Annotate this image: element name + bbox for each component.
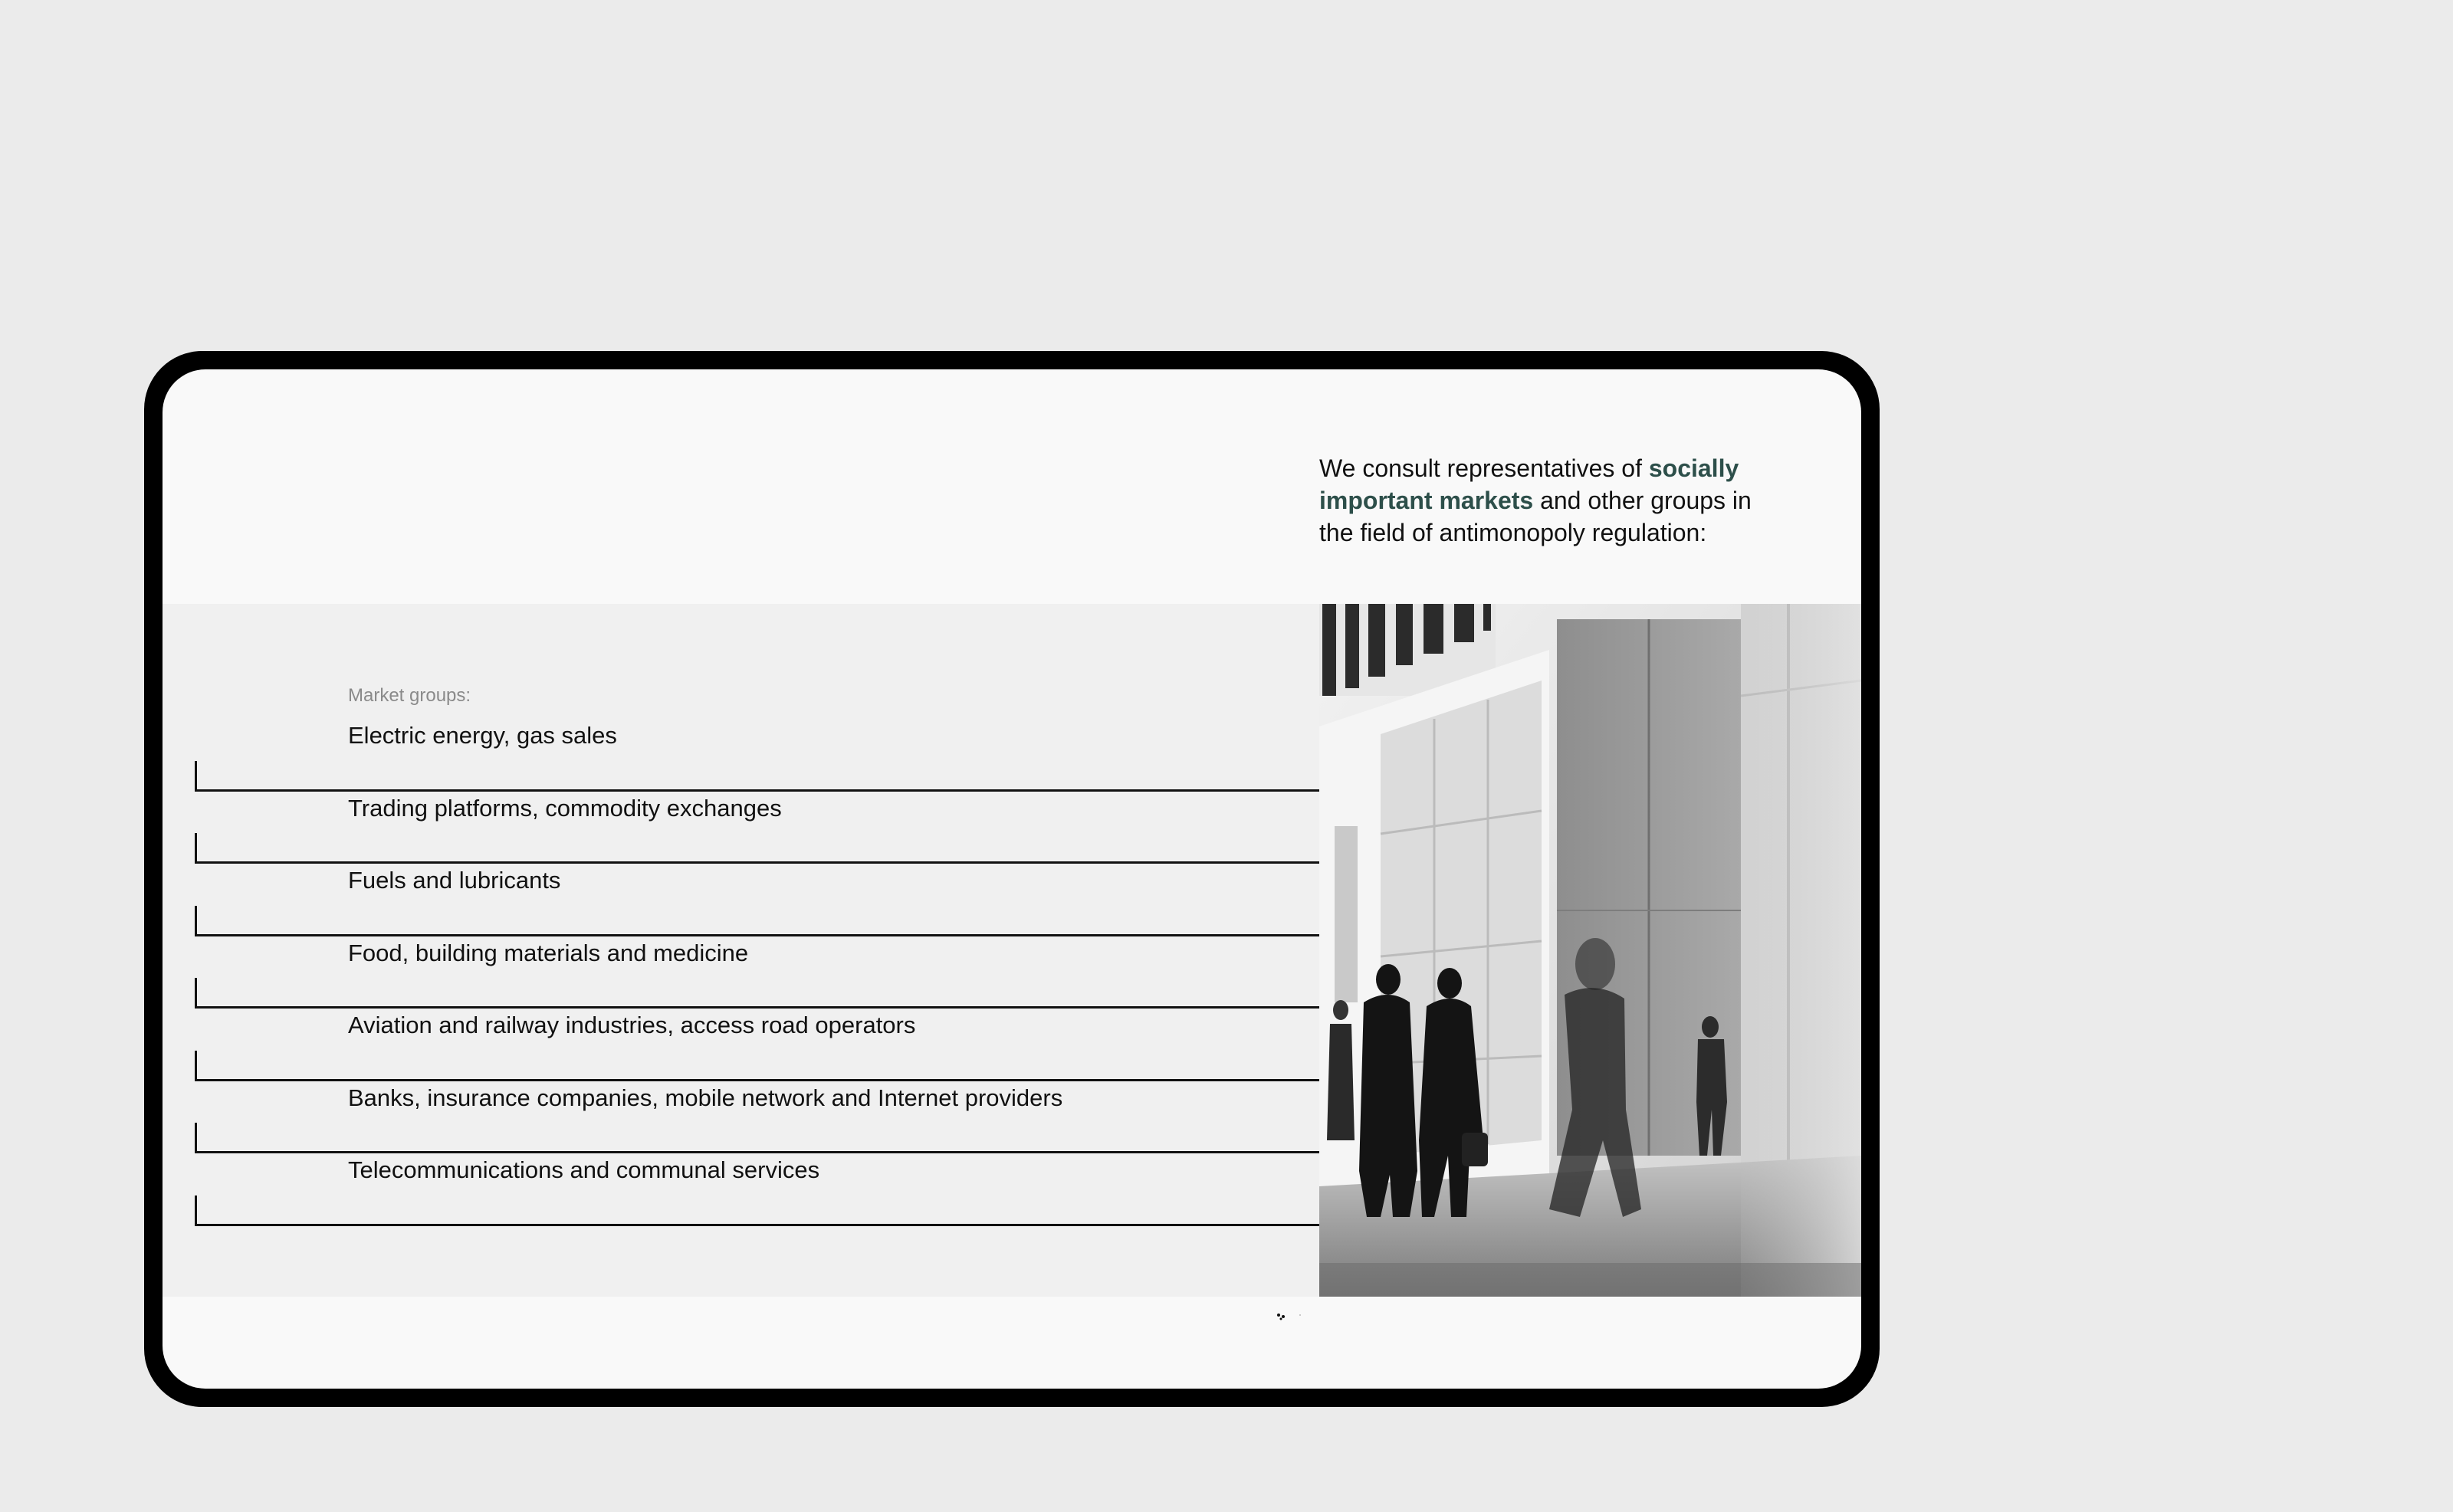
device-frame bbox=[144, 351, 1880, 1407]
market-group-item bbox=[195, 936, 1319, 1009]
market-group-label: Aviation and railway industries, access road operators bbox=[348, 1012, 916, 1038]
row-divider bbox=[195, 1224, 1319, 1226]
bracket-divider bbox=[195, 833, 197, 864]
bracket-divider bbox=[195, 978, 197, 1009]
market-group-label: Food, building materials and medicine bbox=[348, 939, 749, 966]
photo-illustration bbox=[1319, 604, 1861, 1297]
intro-text-after: and other groups in the field of antimonopoly regulation: bbox=[1319, 487, 1752, 546]
market-group-label: Fuels and lubricants bbox=[348, 867, 561, 894]
market-group-item bbox=[195, 864, 1319, 936]
market-group-item bbox=[195, 1081, 1319, 1154]
screen bbox=[163, 369, 1861, 1389]
intro-text-before: We consult representatives of bbox=[1319, 454, 1649, 482]
building-people-photo bbox=[1319, 604, 1861, 1297]
bracket-divider bbox=[195, 906, 197, 936]
market-group-item bbox=[195, 792, 1319, 864]
market-group-item bbox=[195, 719, 1319, 792]
bracket-divider bbox=[195, 1051, 197, 1081]
market-group-label: Electric energy, gas sales bbox=[348, 722, 617, 749]
market-groups-section bbox=[163, 604, 1319, 1297]
bracket-divider bbox=[195, 1195, 197, 1226]
bracket-divider bbox=[195, 1123, 197, 1153]
market-group-item bbox=[195, 1153, 1319, 1226]
market-group-item bbox=[195, 1009, 1319, 1081]
bracket-divider bbox=[195, 761, 197, 792]
market-group-label: Banks, insurance companies, mobile network and Internet providers bbox=[348, 1084, 1063, 1111]
market-groups-label: Market groups: bbox=[348, 685, 471, 706]
market-group-label: Trading platforms, commodity exchanges bbox=[348, 794, 782, 822]
intro-text-accent: socially important markets bbox=[1319, 454, 1739, 514]
loader-icon bbox=[1274, 1312, 1305, 1321]
intro-text bbox=[1319, 452, 1779, 549]
market-groups-list bbox=[195, 719, 1319, 1226]
market-group-label: Telecommunications and communal services bbox=[348, 1156, 820, 1183]
